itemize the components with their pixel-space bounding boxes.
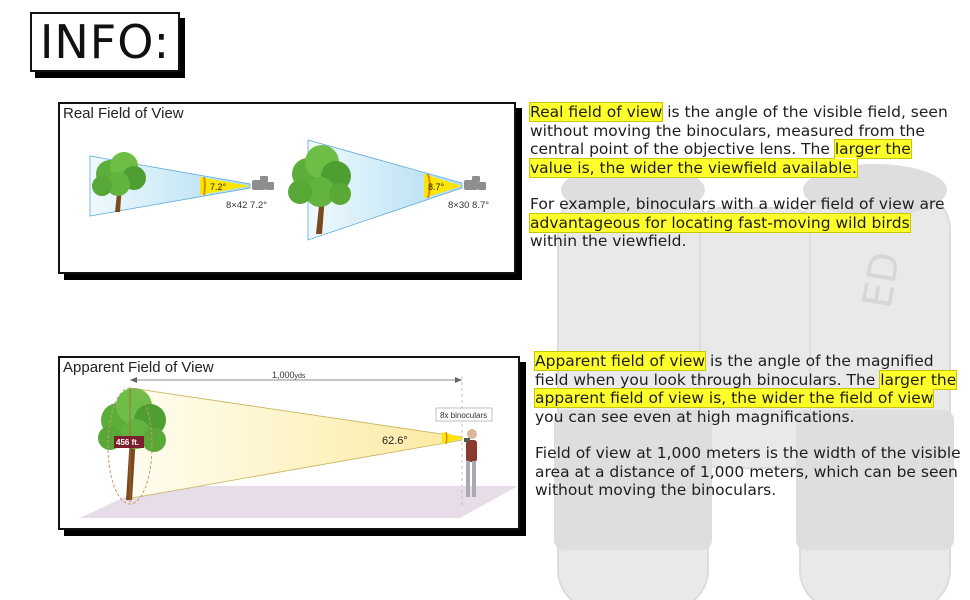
real-field-panel-label: Real Field of View [63,105,184,122]
apparent-view-cone [130,388,462,498]
real-field-of-view-panel [58,102,516,274]
distance-unit: yds [294,373,306,380]
apparent-field-paragraph-2: Field of view at 1,000 meters is the width of the visible area at a distance of 1,000 meters, which can be seen without moving the binoculars. [535,444,961,499]
right-angle-label: 8.7° [428,182,445,192]
real-field-paragraph-2: For example, binoculars with a wider field of view are advantageous for locating fast-moving wild birds within the viewfield. [530,195,945,250]
right-spec-label: 8×30 8.7° [448,200,490,211]
left-angle-label: 7.2° [210,182,227,192]
apparent-field-of-view-panel [58,356,520,530]
svg-text:ED: ED [854,248,910,312]
width-badge-label: 456 ft. [116,438,140,447]
svg-text:1,000yds [272,370,306,380]
right-binoculars-icon [464,176,486,190]
distance-value: 1,000 [272,370,295,380]
highlight-apparent-field-term: Apparent field of view [535,352,706,370]
apparent-angle-label: 62.6° [382,435,408,447]
highlight-real-field-term: Real field of view [530,103,663,121]
apparent-field-paragraph-1: Apparent field of view is the angle of the magnified field when you look through binoculars. The larger the apparent field of view is, the wider the field of view you can see even at high magnifications. [535,352,957,426]
apparent-field-panel-label: Apparent Field of View [63,359,214,376]
highlight-larger-apparent-field: larger the apparent field of view is, the wider the field of view [535,370,957,407]
binoculars-label: 8x binoculars [440,411,488,420]
left-spec-label: 8×42 7.2° [226,200,268,211]
highlight-fast-moving-birds: advantageous for locating fast-moving wild birds [530,213,910,232]
info-title-box [30,12,180,72]
page-title: INFO: [39,15,171,69]
real-field-paragraph-1: Real field of view is the angle of the visible field, seen without moving the binoculars, measured from the central point of the objective lens. The larger the value is, the wider the viewfield available. [530,103,948,177]
real-field-diagram [60,104,514,272]
left-binoculars-icon [252,176,274,190]
apparent-angle-wedge [442,432,464,444]
highlight-wider-viewfield: larger the value is, the wider the viewfield available. [530,140,911,177]
real-field-description [530,103,958,251]
apparent-field-diagram [60,358,518,528]
apparent-field-description [535,352,963,500]
